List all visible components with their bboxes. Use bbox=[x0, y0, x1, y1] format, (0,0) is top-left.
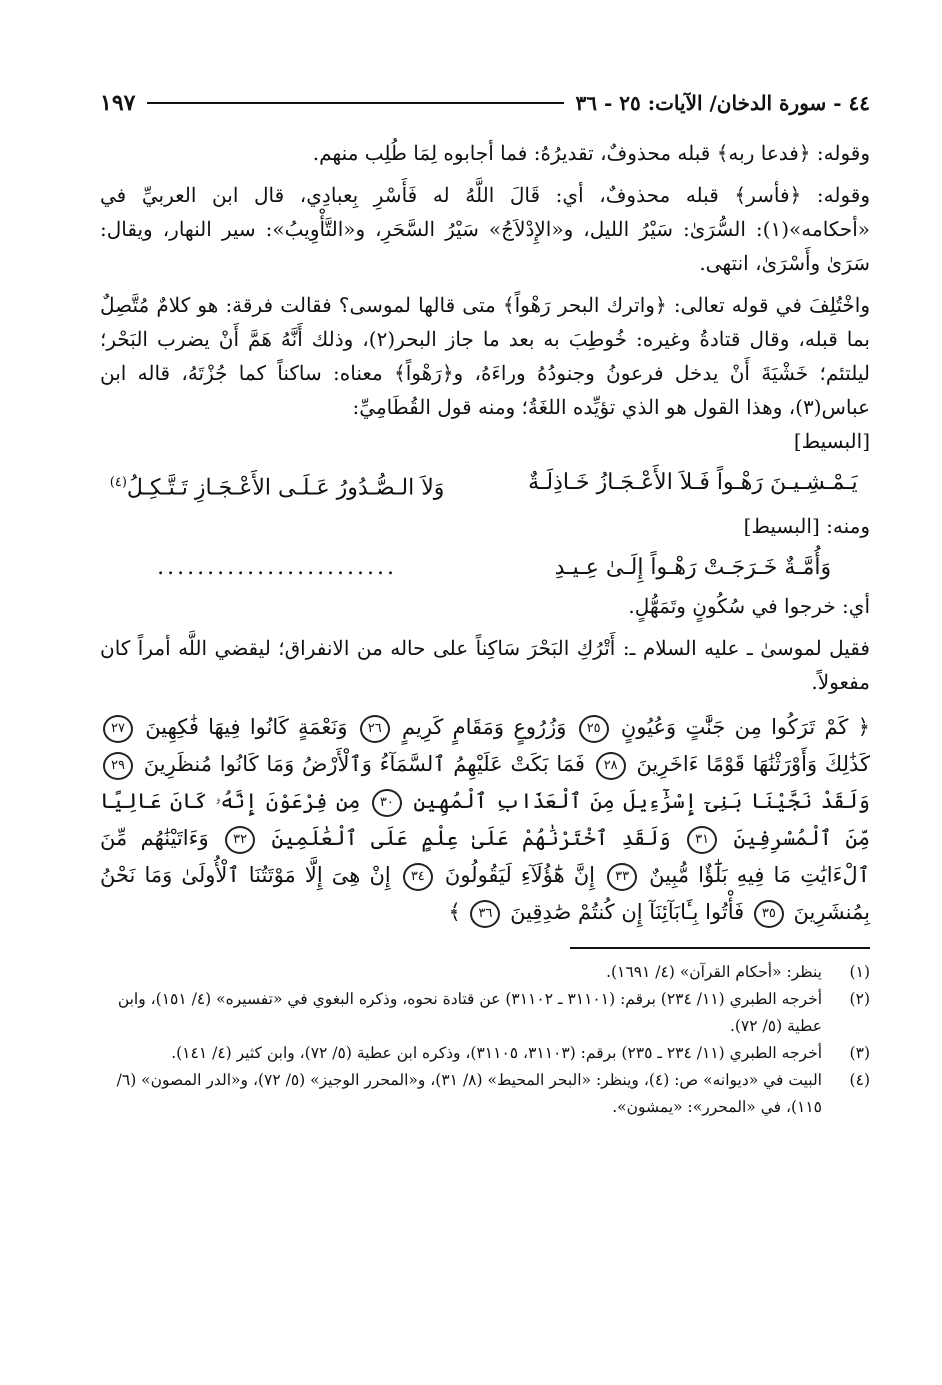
footnote-item bbox=[100, 1040, 870, 1067]
footnote-number: (٢) bbox=[849, 990, 870, 1009]
ayah-number-marker: ٢٧ bbox=[103, 715, 133, 743]
ayah-number-marker: ٢٦ bbox=[360, 715, 390, 743]
page bbox=[100, 88, 870, 1121]
ayah-text: وَلَقَدْ نَجَّيْنَا بَنِىٓ إِسْرَٰٓءِيلَ مِنَ ٱلْعَذَابِ ٱلْمُهِينِ bbox=[404, 789, 870, 814]
quran-open-bracket: ﴿ bbox=[848, 715, 870, 740]
footnote-item bbox=[100, 959, 870, 986]
footnote-text: البيت في «ديوانه» ص: (٤)، وينظر: «البحر المحيط» (٨/ ٣١)، و«المحرر الوجيز» (٥/ ٧٢)، و«الدر المصون» (٦/ ١١٥)، في «المحرر»: «يمشون». bbox=[116, 1071, 822, 1117]
ayah-number-marker: ٣١ bbox=[687, 826, 717, 854]
ayah-text: كَمْ تَرَكُوا مِن جَنَّٰتٍ وَعُيُونٍ bbox=[611, 715, 849, 740]
verse-1-second-text: وَلاَ الـصُّـدُورُ عَـلَـى الأَعْـجَـازِ تَـتَّـكِـلُ bbox=[126, 475, 445, 501]
ayah-text: مِن فِرْعَوْنَ إِنَّهُۥ كَانَ عَالِيًا مِّنَ ٱلْمُسْرِفِينَ bbox=[100, 789, 870, 851]
ayah-text: فَأْتُوا بِـَٔابَآئِنَآ إِن كُنتُمْ صَٰدِقِينَ bbox=[503, 900, 745, 925]
ayah-number-marker: ٢٨ bbox=[596, 752, 626, 780]
header-title: ٤٤ - سورة الدخان/ الآيات: ٢٥ - ٣٦ bbox=[575, 91, 870, 115]
paragraph-3: واخْتُلِفَ في قوله تعالى: ﴿واترك البحر رَهْواً﴾ متى قالها لموسى؟ فقالت فرقة: هو كلامٌ مُتَّصِلٌ بما قبله، وقال قتادةُ وغيره: خُوطِبَ به بعد ما جاز البحر(٢)، وذلك أَنَّهُ هَمَّ أَنْ يضرب البَحْر؛ ليلتئم؛ خَشْيَةَ أَنْ يدخل فرعونُ وجنودُهُ وراءَهُ، و﴿رَهْواً﴾ معناه: ساكناً كما جُزْتَهُ، قاله ابن عباس(٣)، وهذا القول هو الذي تؤيِّده اللغَةُ؛ ومنه قول القُطَامِيِّ: bbox=[100, 293, 870, 419]
footnote-number: (١) bbox=[849, 963, 870, 982]
ayah-text: وَزُرُوعٍ وَمَقَامٍ كَرِيمٍ bbox=[392, 715, 567, 740]
ayah-text: إِنَّ هَٰٓؤُلَآءِ لَيَقُولُونَ bbox=[435, 863, 595, 888]
verse-1-first-hemistich: يَـمْـشِـيـنَ رَهْـواً فَـلاَ الأَعْـجَـازُ خَـاذِلَـةٌ bbox=[528, 470, 858, 495]
ayah-number-marker: ٣٤ bbox=[403, 863, 433, 891]
verse-1-second-hemistich bbox=[100, 462, 454, 509]
ayah-text: وَنَعْمَةٍ كَانُوا فِيهَا فَٰكِهِينَ bbox=[136, 715, 348, 740]
ayah-text: وَءَاتَيْنَٰهُم مِّنَ ٱلْءَايَٰتِ مَا فِيهِ بَلَٰٓؤٌا مُّبِينٌ bbox=[100, 826, 870, 888]
ayah-number-marker: ٣٢ bbox=[225, 826, 255, 854]
quran-close-bracket: ﴾ bbox=[448, 900, 461, 925]
running-header bbox=[100, 88, 870, 118]
paragraph-4: أي: خرجوا في سُكُونٍ وتَمَهُّلٍ. bbox=[628, 594, 870, 619]
header-rule bbox=[147, 102, 563, 104]
footnote-text: أخرجه الطبري (١١/ ٢٣٤) برقم: (٣١١٠١ ـ ٣١١٠٢) عن قتادة نحوه، وذكره البغوي في «تفسيره» (٤/ ١٥١)، وابن عطية (٥/ ٧٢). bbox=[117, 990, 822, 1036]
footnote-text: ينظر: «أحكام القرآن» (٤/ ١٦٩١). bbox=[606, 963, 822, 982]
ayah-text: كَذَٰلِكَ وَأَوْرَثْنَٰهَا قَوْمًا ءَاخَرِينَ bbox=[628, 752, 870, 777]
footnotes bbox=[100, 959, 870, 1121]
footnote-item bbox=[100, 1067, 870, 1121]
ayah-number-marker: ٣٦ bbox=[470, 900, 500, 928]
meter-label-2: ومنه: [البسيط] bbox=[743, 514, 870, 539]
footnote-ref-4: (٤) bbox=[109, 475, 127, 490]
footnote-item bbox=[100, 986, 870, 1040]
paragraph-2: وقوله: ﴿فأسر﴾ قبله محذوفٌ، أي: قَالَ اللَّهُ له فَأَسْرِ بِعبادِي، قال ابن العربيِّ في «أحكامه»(١): السُّرَىٰ: سَيْرُ الليل، و«الإِدْلاَجُ» سَيْرُ السَّحَرِ، و«التَّأْوِيبُ»: سير النهار، ويقال: سَرَىٰ وأَسْرَىٰ، انتهى. bbox=[100, 183, 870, 275]
verse-2-first-hemistich: وَأُمَّـةٌ خَـرَجَـتْ رَهْـواً إِلَـىٰ عِـيـدِ bbox=[554, 555, 832, 581]
ayah-text: وَلَقَدِ ٱخْتَرْنَٰهُمْ عَلَىٰ عِلْمٍ عَلَى ٱلْعَٰلَمِينَ bbox=[258, 826, 671, 851]
ayah-number-marker: ٣٠ bbox=[372, 789, 402, 817]
paragraph-5: فقيل لموسىٰ ـ عليه السلام ـ: أَتْرُكِ البَحْرَ سَاكِناً على حاله من الانفراق؛ ليقضي اللَّه أمراً كان مفعولاً. bbox=[100, 636, 870, 695]
page-number: ١٩٧ bbox=[100, 90, 136, 116]
verse-2-ellipsis: ........................ bbox=[157, 555, 398, 581]
ayah-number-marker: ٣٥ bbox=[754, 900, 784, 928]
ayah-number-marker: ٢٥ bbox=[579, 715, 609, 743]
footnote-number: (٣) bbox=[849, 1044, 870, 1063]
ayah-text: فَمَا بَكَتْ عَلَيْهِمُ ٱلسَّمَآءُ وَٱلْأَرْضُ وَمَا كَانُوا مُنظَرِينَ bbox=[136, 752, 585, 777]
ayah-number-marker: ٢٩ bbox=[103, 752, 133, 780]
quran-passage bbox=[100, 709, 870, 931]
ayah-text: إِنْ هِىَ إِلَّا مَوْتَتُنَا ٱلْأُولَىٰ وَمَا نَحْنُ بِمُنشَرِينَ bbox=[100, 863, 870, 925]
footnote-text: أخرجه الطبري (١١/ ٢٣٤ ـ ٢٣٥) برقم: (٣١١٠٣، ٣١١٠٥)، وذكره ابن عطية (٥/ ٧٢)، وابن كثير (٤/ ١٤١). bbox=[171, 1044, 822, 1063]
poetry-verse-2 bbox=[100, 547, 870, 589]
poetry-verse-1 bbox=[100, 462, 870, 509]
ayah-number-marker: ٣٣ bbox=[607, 863, 637, 891]
paragraph-1: وقوله: ﴿فدعا ربه﴾ قبله محذوفٌ، تقديرُهُ: فما أجابوه لِمَا طُلِب منهم. bbox=[312, 141, 870, 165]
footnote-number: (٤) bbox=[849, 1071, 870, 1090]
meter-label-1: [البسيط] bbox=[793, 429, 870, 453]
footnote-rule bbox=[570, 947, 870, 949]
